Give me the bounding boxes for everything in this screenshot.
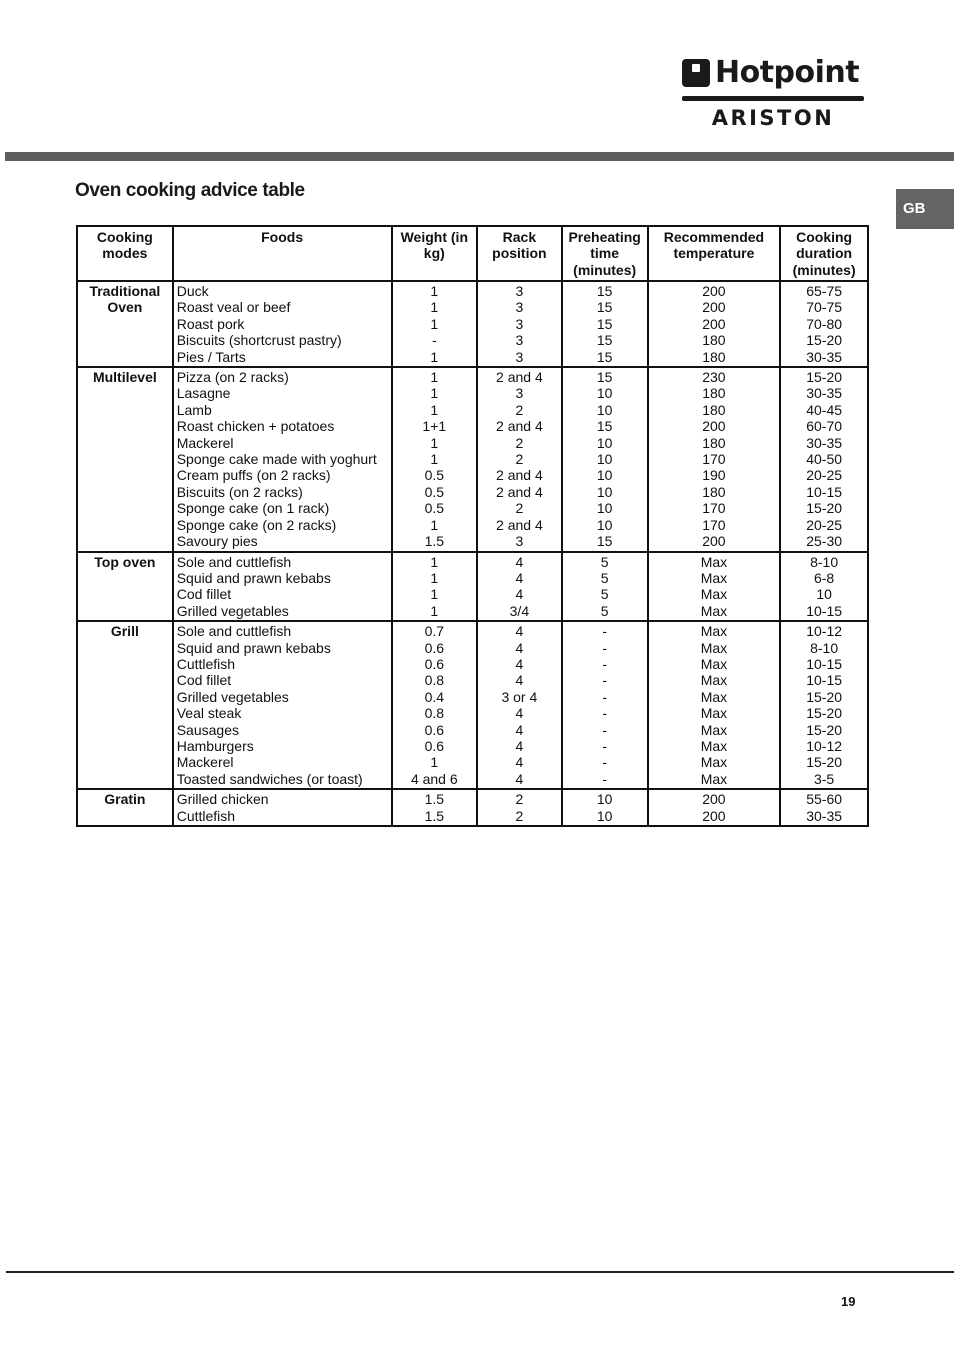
duration-value: 8-10 (810, 553, 839, 570)
weight-value: 1 (430, 553, 439, 570)
food-value: Grilled vegetables (176, 602, 289, 619)
table-group-row (77, 552, 868, 622)
rack-value: 2 (515, 434, 524, 451)
weight-value: 1+1 (422, 418, 447, 435)
food-value: Sponge cake made with yoghurt (176, 451, 377, 468)
rack-value: 4 (515, 672, 524, 689)
food-value: Sausages (176, 721, 239, 738)
temperature-value: Max (700, 770, 728, 787)
language-tab: GB (896, 189, 954, 229)
food-value: Grilled chicken (176, 791, 269, 808)
preheat-value: - (602, 721, 607, 738)
duration-value: 8-10 (810, 639, 839, 656)
weight-value: 1 (430, 754, 439, 771)
table-group-row (77, 367, 868, 551)
preheat-column-cell (562, 789, 648, 826)
preheat-value: 15 (596, 418, 613, 435)
cooking-advice-table (76, 225, 869, 827)
logo-underline (682, 96, 864, 101)
food-value: Roast pork (176, 315, 245, 332)
food-column-cell (173, 621, 392, 789)
weight-value: 1 (430, 369, 439, 386)
weight-value: 1 (430, 434, 439, 451)
temperature-value: Max (700, 553, 728, 570)
preheat-value: 15 (596, 332, 613, 349)
preheat-column-cell (562, 621, 648, 789)
temperature-value: 200 (702, 533, 726, 550)
preheat-column-cell (562, 281, 648, 367)
weight-column-cell (392, 281, 478, 367)
temperature-value: Max (700, 688, 728, 705)
food-value: Roast veal or beef (176, 299, 291, 316)
food-value: Sole and cuttlefish (176, 553, 292, 570)
food-value: Hamburgers (176, 737, 254, 754)
rack-column-cell (477, 281, 562, 367)
food-value: Squid and prawn kebabs (176, 639, 331, 656)
table-group-row (77, 281, 868, 367)
duration-value: 55-60 (806, 791, 843, 808)
weight-column-cell (392, 367, 478, 551)
temperature-value: Max (700, 623, 728, 640)
weight-value: 1 (430, 315, 439, 332)
temperature-value: 180 (702, 401, 726, 418)
duration-value: 15-20 (806, 332, 843, 349)
weight-value: - (431, 332, 437, 349)
duration-value: 30-35 (806, 434, 843, 451)
food-column-cell (173, 367, 392, 551)
food-value: Cuttlefish (176, 807, 236, 824)
duration-value: 10 (816, 586, 832, 603)
food-value: Squid and prawn kebabs (176, 569, 331, 586)
rack-value: 3 (515, 348, 524, 365)
temperature-column-cell (648, 789, 781, 826)
rack-value: 3 (515, 315, 524, 332)
footer-rule (6, 1271, 954, 1273)
food-column-cell (173, 789, 392, 826)
hotpoint-ariston-logo (682, 56, 864, 130)
temperature-value: 200 (702, 283, 726, 299)
food-value: Grilled vegetables (176, 688, 289, 705)
food-value: Savoury pies (176, 533, 258, 550)
food-value: Pizza (on 2 racks) (176, 369, 289, 386)
food-value: Biscuits (shortcrust pastry) (176, 332, 342, 349)
food-value: Lasagne (176, 385, 231, 402)
preheat-value: - (602, 754, 607, 771)
preheat-value: 10 (596, 385, 613, 402)
header-foods: Foods (173, 226, 392, 281)
rack-value: 4 (515, 754, 524, 771)
rack-value: 3 (515, 332, 524, 349)
temperature-value: Max (700, 721, 728, 738)
weight-value: 1 (430, 451, 439, 468)
temperature-value: 170 (702, 451, 726, 468)
table-header-row (77, 226, 868, 281)
food-value: Biscuits (on 2 racks) (176, 483, 303, 500)
duration-value: 15-20 (806, 705, 843, 722)
cooking-mode-cell: Traditional Oven (77, 281, 173, 367)
preheat-column-cell (562, 367, 648, 551)
preheat-value: - (602, 655, 607, 672)
preheat-column-cell (562, 552, 648, 622)
preheat-value: - (602, 705, 607, 722)
temperature-value: Max (700, 655, 728, 672)
preheat-value: 10 (596, 483, 613, 500)
duration-column-cell (780, 552, 868, 622)
temperature-value: Max (700, 754, 728, 771)
weight-column-cell (392, 621, 478, 789)
temperature-value: 200 (702, 315, 726, 332)
rack-value: 2 and 4 (496, 516, 543, 533)
temperature-column-cell (648, 552, 781, 622)
food-value: Pies / Tarts (176, 348, 246, 365)
rack-value: 4 (515, 586, 524, 603)
weight-value: 1 (430, 586, 439, 603)
duration-column-cell (780, 621, 868, 789)
logo-square-icon (682, 59, 710, 87)
duration-column-cell (780, 789, 868, 826)
table-body (77, 281, 868, 826)
rack-value: 4 (515, 569, 524, 586)
preheat-value: 5 (600, 553, 609, 570)
temperature-value: 180 (702, 385, 726, 402)
preheat-value: 10 (596, 500, 613, 517)
rack-value: 3 (515, 299, 524, 316)
rack-value: 2 and 4 (496, 483, 543, 500)
preheat-value: - (602, 737, 607, 754)
temperature-column-cell (648, 621, 781, 789)
weight-value: 0.7 (424, 623, 445, 640)
weight-column-cell (392, 789, 478, 826)
temperature-value: Max (700, 705, 728, 722)
temperature-value: 180 (702, 332, 726, 349)
table-group-row (77, 621, 868, 789)
weight-value: 1 (430, 299, 439, 316)
temperature-value: 200 (702, 299, 726, 316)
preheat-value: 15 (596, 283, 613, 299)
cooking-mode-cell: Gratin (77, 789, 173, 826)
rack-column-cell (477, 367, 562, 551)
weight-value: 1 (430, 569, 439, 586)
header-preheating-time: Preheating time (minutes) (562, 226, 648, 281)
food-value: Lamb (176, 401, 212, 418)
weight-value: 0.8 (424, 705, 445, 722)
duration-value: 10-15 (806, 483, 843, 500)
preheat-value: 5 (600, 569, 609, 586)
rack-value: 2 (515, 500, 524, 517)
rack-value: 3 (515, 533, 524, 550)
weight-value: 1 (430, 283, 439, 299)
rack-value: 4 (515, 639, 524, 656)
preheat-value: - (602, 623, 607, 640)
preheat-value: 10 (596, 451, 613, 468)
duration-value: 60-70 (806, 418, 843, 435)
logo-brand-name: Hotpoint (715, 55, 860, 90)
duration-value: 65-75 (806, 283, 843, 299)
weight-column-cell (392, 552, 478, 622)
food-value: Cream puffs (on 2 racks) (176, 467, 331, 484)
duration-value: 10-15 (806, 602, 843, 619)
temperature-value: 200 (702, 791, 726, 808)
duration-value: 15-20 (806, 369, 843, 386)
duration-value: 20-25 (806, 516, 843, 533)
duration-value: 30-35 (806, 385, 843, 402)
rack-value: 4 (515, 721, 524, 738)
table-group-row (77, 789, 868, 826)
duration-value: 15-20 (806, 754, 843, 771)
temperature-value: 170 (702, 516, 726, 533)
food-value: Mackerel (176, 754, 234, 771)
duration-column-cell (780, 281, 868, 367)
duration-column-cell (780, 367, 868, 551)
duration-value: 70-80 (806, 315, 843, 332)
duration-value: 6-8 (813, 569, 835, 586)
temperature-value: 180 (702, 483, 726, 500)
temperature-value: Max (700, 569, 728, 586)
header-weight: Weight (in kg) (392, 226, 478, 281)
temperature-value: 230 (702, 369, 726, 386)
food-value: Mackerel (176, 434, 234, 451)
preheat-value: 10 (596, 516, 613, 533)
rack-value: 2 and 4 (496, 369, 543, 386)
weight-value: 0.6 (424, 737, 445, 754)
preheat-value: 15 (596, 348, 613, 365)
duration-value: 40-50 (806, 451, 843, 468)
preheat-value: - (602, 672, 607, 689)
rack-value: 4 (515, 655, 524, 672)
weight-value: 0.5 (424, 483, 445, 500)
food-value: Sponge cake (on 2 racks) (176, 516, 337, 533)
duration-value: 30-35 (806, 348, 843, 365)
weight-value: 1.5 (424, 807, 445, 824)
duration-value: 10-12 (806, 737, 843, 754)
temperature-value: 170 (702, 500, 726, 517)
rack-value: 2 (515, 401, 524, 418)
temperature-value: 200 (702, 807, 726, 824)
duration-value: 20-25 (806, 467, 843, 484)
weight-value: 1 (430, 385, 439, 402)
weight-value: 0.6 (424, 655, 445, 672)
weight-value: 1.5 (424, 791, 445, 808)
weight-value: 1 (430, 516, 439, 533)
food-value: Roast chicken + potatoes (176, 418, 335, 435)
food-column-cell (173, 552, 392, 622)
weight-value: 0.5 (424, 467, 445, 484)
preheat-value: 10 (596, 434, 613, 451)
food-column-cell (173, 281, 392, 367)
weight-value: 0.6 (424, 639, 445, 656)
header-rule (5, 152, 954, 161)
preheat-value: 15 (596, 315, 613, 332)
rack-value: 2 (515, 451, 524, 468)
duration-value: 70-75 (806, 299, 843, 316)
temperature-value: 190 (702, 467, 726, 484)
rack-value: 4 (515, 737, 524, 754)
duration-value: 10-15 (806, 672, 843, 689)
weight-value: 1 (430, 602, 439, 619)
rack-column-cell (477, 789, 562, 826)
duration-value: 3-5 (813, 770, 835, 787)
weight-value: 0.4 (424, 688, 445, 705)
weight-value: 0.6 (424, 721, 445, 738)
preheat-value: - (602, 688, 607, 705)
duration-value: 40-45 (806, 401, 843, 418)
temperature-value: Max (700, 602, 728, 619)
preheat-value: - (602, 639, 607, 656)
weight-value: 1 (430, 348, 439, 365)
cooking-mode-cell: Multilevel (77, 367, 173, 551)
duration-value: 15-20 (806, 500, 843, 517)
food-value: Cod fillet (176, 672, 232, 689)
header-recommended-temperature: Recommended temperature (648, 226, 781, 281)
duration-value: 30-35 (806, 807, 843, 824)
rack-value: 3 (515, 385, 524, 402)
preheat-value: 10 (596, 807, 613, 824)
temperature-value: 180 (702, 348, 726, 365)
preheat-value: 15 (596, 533, 613, 550)
food-value: Sponge cake (on 1 rack) (176, 500, 330, 517)
cooking-mode-cell: Grill (77, 621, 173, 789)
rack-value: 3/4 (509, 602, 530, 619)
rack-value: 3 or 4 (501, 688, 538, 705)
header-rack-position: Rack position (477, 226, 562, 281)
food-value: Cod fillet (176, 586, 232, 603)
weight-value: 0.8 (424, 672, 445, 689)
rack-value: 2 and 4 (496, 418, 543, 435)
rack-value: 4 (515, 705, 524, 722)
logo-top-row (682, 56, 864, 90)
rack-value: 3 (515, 283, 524, 299)
rack-column-cell (477, 552, 562, 622)
duration-value: 10-15 (806, 655, 843, 672)
logo-sub-brand: ARISTON (711, 106, 835, 130)
duration-value: 15-20 (806, 688, 843, 705)
header-cooking-modes: Cooking modes (77, 226, 173, 281)
weight-value: 0.5 (424, 500, 445, 517)
duration-value: 10-12 (806, 623, 843, 640)
temperature-column-cell (648, 281, 781, 367)
temperature-value: Max (700, 586, 728, 603)
food-value: Veal steak (176, 705, 242, 722)
duration-value: 25-30 (806, 533, 843, 550)
rack-column-cell (477, 621, 562, 789)
preheat-value: 5 (600, 602, 609, 619)
rack-value: 4 (515, 623, 524, 640)
food-value: Toasted sandwiches (or toast) (176, 770, 363, 787)
rack-value: 4 (515, 770, 524, 787)
temperature-column-cell (648, 367, 781, 551)
rack-value: 2 and 4 (496, 467, 543, 484)
food-value: Cuttlefish (176, 655, 236, 672)
temperature-value: Max (700, 737, 728, 754)
preheat-value: 10 (596, 791, 613, 808)
header-cooking-duration: Cooking duration (minutes) (780, 226, 868, 281)
temperature-value: 180 (702, 434, 726, 451)
preheat-value: 15 (596, 369, 613, 386)
weight-value: 1.5 (424, 533, 445, 550)
page-number: 19 (841, 1294, 856, 1309)
temperature-value: 200 (702, 418, 726, 435)
preheat-value: 10 (596, 467, 613, 484)
temperature-value: Max (700, 639, 728, 656)
weight-value: 1 (430, 401, 439, 418)
rack-value: 2 (515, 791, 524, 808)
page-title: Oven cooking advice table (75, 180, 305, 201)
food-value: Duck (176, 283, 209, 299)
duration-value: 15-20 (806, 721, 843, 738)
preheat-value: 15 (596, 299, 613, 316)
weight-value: 4 and 6 (410, 770, 458, 787)
preheat-value: - (602, 770, 607, 787)
temperature-value: Max (700, 672, 728, 689)
food-value: Sole and cuttlefish (176, 623, 292, 640)
preheat-value: 5 (600, 586, 609, 603)
rack-value: 4 (515, 553, 524, 570)
preheat-value: 10 (596, 401, 613, 418)
rack-value: 2 (515, 807, 524, 824)
cooking-mode-cell: Top oven (77, 552, 173, 622)
